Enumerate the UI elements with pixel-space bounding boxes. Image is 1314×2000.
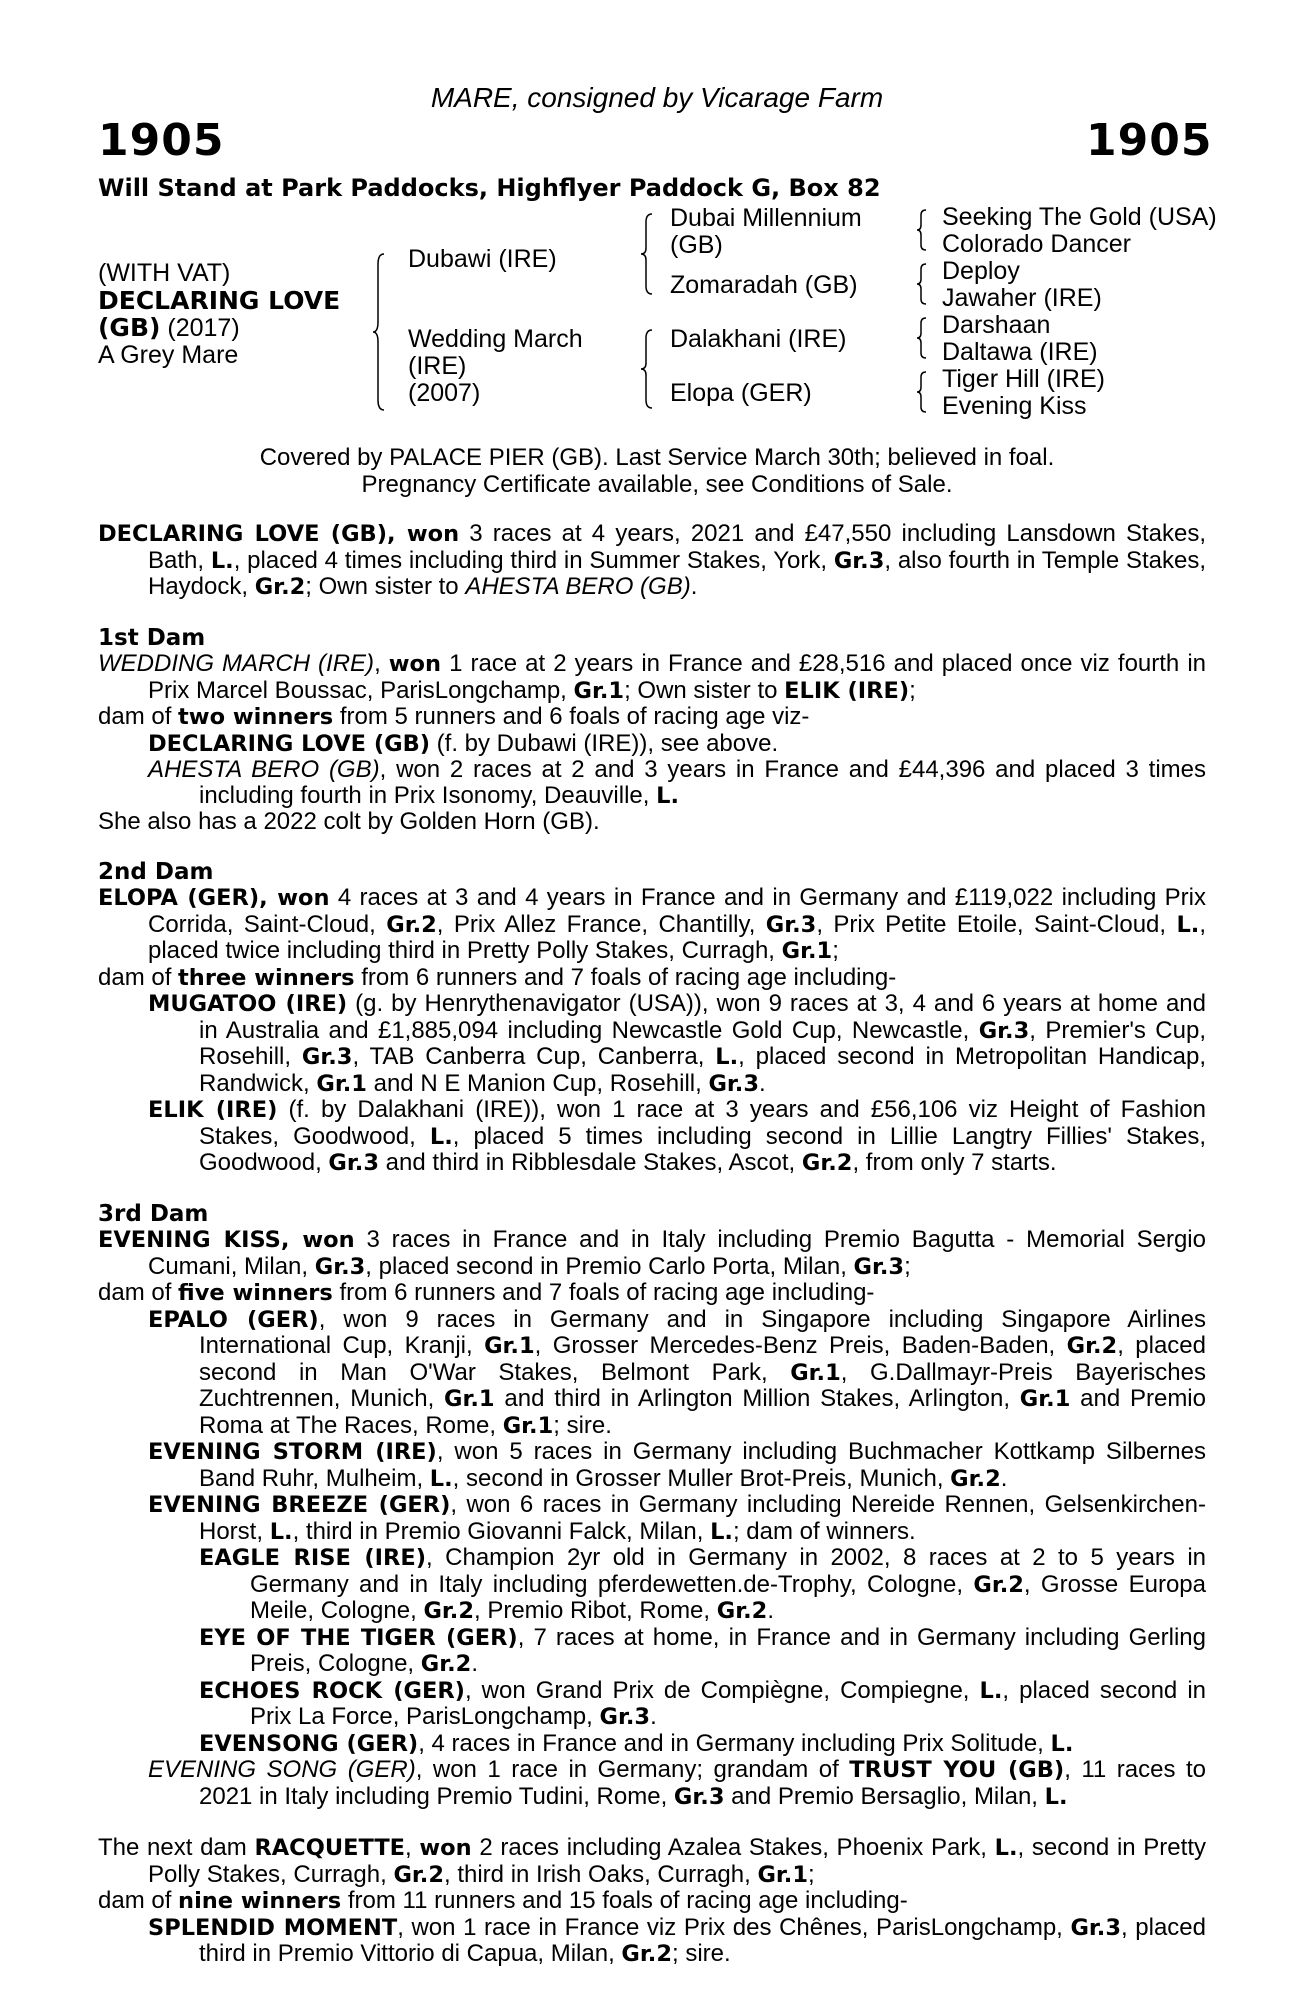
produce-entry: DECLARING LOVE (GB) (f. by Dubawi (IRE)), see above.	[148, 729, 779, 757]
dam-year: (2007)	[408, 379, 481, 407]
sire-dam: Zomaradah (GB)	[670, 271, 858, 299]
dam-dam-sire: Tiger Hill (IRE)	[942, 365, 1105, 393]
dam-sire-sire: Darshaan	[942, 311, 1051, 339]
second-dam-record: ELOPA (GER), won 4 races at 3 and 4 years in France and in Germany and £119,022 including Prix Corrida, Saint-Cloud, Gr.2, Prix Allez France, Chantilly, Gr.3, Prix Petite Etoile, Saint-Cloud, L., placed twice including third in Pretty Polly Stakes, Curragh, Gr.1;	[98, 884, 1207, 964]
dam	[408, 326, 583, 407]
third-dam-record: EVENING KISS, won 3 races in France and in Italy including Premio Bagutta - Memorial Sergio Cumani, Milan, Gr.3, placed second in Premio Carlo Porta, Milan, Gr.3;	[98, 1226, 1206, 1280]
brace-icon	[372, 252, 386, 412]
brace-icon	[916, 262, 928, 306]
dam-dam-dam: Evening Kiss	[942, 392, 1087, 420]
sire-sire	[670, 205, 862, 259]
lot-number-left: 1905	[98, 115, 225, 166]
first-dam-heading: 1st Dam	[98, 624, 206, 651]
grand-produce-entry: EAGLE RISE (IRE), Champion 2yr old in Germany in 2002, 8 races at 2 to 5 years in Germany and in Italy including pferdewetten.de-Trophy, Cologne, Gr.2, Grosse Europa Meile, Cologne, Gr.2, Premio Ribot, Rome, Gr.2.	[199, 1544, 1207, 1624]
third-dam-heading: 3rd Dam	[98, 1200, 209, 1227]
horse-country: (GB)	[98, 313, 161, 342]
horse-name: DECLARING LOVE	[98, 286, 341, 315]
grand-produce-entry: EVENSONG (GER), 4 races in France and in Germany including Prix Solitude, L.	[199, 1729, 1074, 1757]
grand-produce-entry: ECHOES ROCK (GER), won Grand Prix de Compiègne, Compiegne, L., placed second in Prix La Force, ParisLongchamp, Gr.3.	[199, 1676, 1206, 1730]
produce-entry: EVENING STORM (IRE), won 5 races in Germany including Buchmacher Kottkamp Silbernes Band Ruhr, Mulheim, L., second in Grosser Muller Brot-Preis, Munich, Gr.2.	[148, 1438, 1206, 1492]
sire-dam-sire: Deploy	[942, 257, 1020, 285]
sire-sire-sire: Seeking The Gold (USA)	[942, 203, 1217, 231]
horse-year: (2017)	[167, 314, 240, 342]
brace-icon	[640, 212, 654, 296]
first-dam-produce: dam of two winners from 5 runners and 6 foals of racing age viz-	[98, 703, 810, 730]
dam-dam: Elopa (GER)	[670, 379, 812, 407]
vat-label: (WITH VAT)	[98, 259, 231, 287]
sire-sire-country: (GB)	[670, 231, 723, 259]
brace-icon	[640, 328, 654, 410]
sire-sire-dam: Colorado Dancer	[942, 230, 1131, 258]
covered-note	[0, 444, 1314, 498]
second-dam-produce: dam of three winners from 6 runners and 7 foals of racing age including-	[98, 963, 897, 991]
racing-record: DECLARING LOVE (GB), won 3 races at 4 years, 2021 and £47,550 including Lansdown Stakes, Bath, L., placed 4 times including third in Summer Stakes, York, Gr.3, also fourth in Temple Stakes, Haydock, Gr.2; Own sister to AHESTA BERO (GB).	[98, 520, 1207, 600]
produce-entry: SPLENDID MOMENT, won 1 race in France viz Prix des Chênes, ParisLongchamp, Gr.3, placed third in Premio Vittorio di Capua, Milan, Gr.2; sire.	[148, 1913, 1206, 1967]
produce-entry: EVENING SONG (GER), won 1 race in Germany; grandam of TRUST YOU (GB), 11 races to 2021 in Italy including Premio Tudini, Rome, Gr.3 and Premio Bersaglio, Milan, L.	[148, 1756, 1206, 1810]
grand-produce-entry: EYE OF THE TIGER (GER), 7 races at home, in France and in Germany including Gerling Preis, Cologne, Gr.2.	[199, 1623, 1206, 1677]
stand-location: Will Stand at Park Paddocks, Highflyer Paddock G, Box 82	[98, 174, 881, 202]
dam-sire-dam: Daltawa (IRE)	[942, 338, 1098, 366]
covered-line: Covered by PALACE PIER (GB). Last Service March 30th; believed in foal.	[259, 444, 1055, 471]
next-dam-record: The next dam RACQUETTE, won 2 races including Azalea Stakes, Phoenix Park, L., second in Pretty Polly Stakes, Curragh, Gr.2, third in Irish Oaks, Curragh, Gr.1;	[98, 1834, 1206, 1888]
sire-dam-dam: Jawaher (IRE)	[942, 284, 1102, 312]
dam-name: Wedding March	[408, 325, 583, 353]
dam-country: (IRE)	[408, 352, 467, 380]
second-dam-heading: 2nd Dam	[98, 858, 214, 885]
lot-number-right: 1905	[1086, 115, 1213, 166]
brace-icon	[916, 208, 928, 252]
consignor-line: MARE, consigned by Vicarage Farm	[430, 82, 884, 113]
first-dam-note: She also has a 2022 colt by Golden Horn (GB).	[98, 808, 600, 835]
sire-sire-name: Dubai Millennium	[670, 204, 862, 232]
pregnancy-line: Pregnancy Certificate available, see Conditions of Sale.	[361, 471, 953, 498]
first-dam-record: WEDDING MARCH (IRE), won 1 race at 2 years in France and £28,516 and placed once viz fourth in Prix Marcel Boussac, ParisLongchamp, Gr.1; Own sister to ELIK (IRE);	[98, 650, 1206, 704]
brace-icon	[916, 370, 928, 414]
produce-entry: MUGATOO (IRE) (g. by Henrythenavigator (USA)), won 9 races at 3, 4 and 6 years at home and in Australia and £1,885,094 including Newcastle Gold Cup, Newcastle, Gr.3, Premier's Cup, Rosehill, Gr.3, TAB Canberra Cup, Canberra, L., placed second in Metropolitan Handicap, Randwick, Gr.1 and N E Manion Cup, Rosehill, Gr.3.	[148, 990, 1207, 1097]
produce-entry: ELIK (IRE) (f. by Dalakhani (IRE)), won 1 race at 3 years and £56,106 viz Height of Fashion Stakes, Goodwood, L., placed 5 times including second in Lillie Langtry Fillies' Stakes, Goodwood, Gr.3 and third in Ribblesdale Stakes, Ascot, Gr.2, from only 7 starts.	[148, 1096, 1207, 1176]
produce-entry: EVENING BREEZE (GER), won 6 races in Germany including Nereide Rennen, Gelsenkirchen-Horst, L., third in Premio Giovanni Falck, Milan, L.; dam of winners.	[148, 1491, 1206, 1545]
horse-description: A Grey Mare	[98, 341, 239, 369]
horse-info	[98, 260, 340, 369]
third-dam-produce: dam of five winners from 6 runners and 7 foals of racing age including-	[98, 1279, 875, 1306]
sire: Dubawi (IRE)	[408, 245, 557, 273]
produce-entry: AHESTA BERO (GB), won 2 races at 2 and 3 years in France and £44,396 and placed 3 times including fourth in Prix Isonomy, Deauville, L.	[148, 756, 1206, 809]
next-dam-produce: dam of nine winners from 11 runners and 15 foals of racing age including-	[98, 1887, 908, 1914]
produce-entry: EPALO (GER), won 9 races in Germany and in Singapore including Singapore Airlines International Cup, Kranji, Gr.1, Grosser Mercedes-Benz Preis, Baden-Baden, Gr.2, placed second in Man O'War Stakes, Belmont Park, Gr.1, G.Dallmayr-Preis Bayerisches Zuchtrennen, Munich, Gr.1 and third in Arlington Million Stakes, Arlington, Gr.1 and Premio Roma at The Races, Rome, Gr.1; sire.	[148, 1305, 1206, 1439]
brace-icon	[916, 316, 928, 360]
dam-sire: Dalakhani (IRE)	[670, 325, 847, 353]
catalogue-text	[98, 521, 1206, 1968]
